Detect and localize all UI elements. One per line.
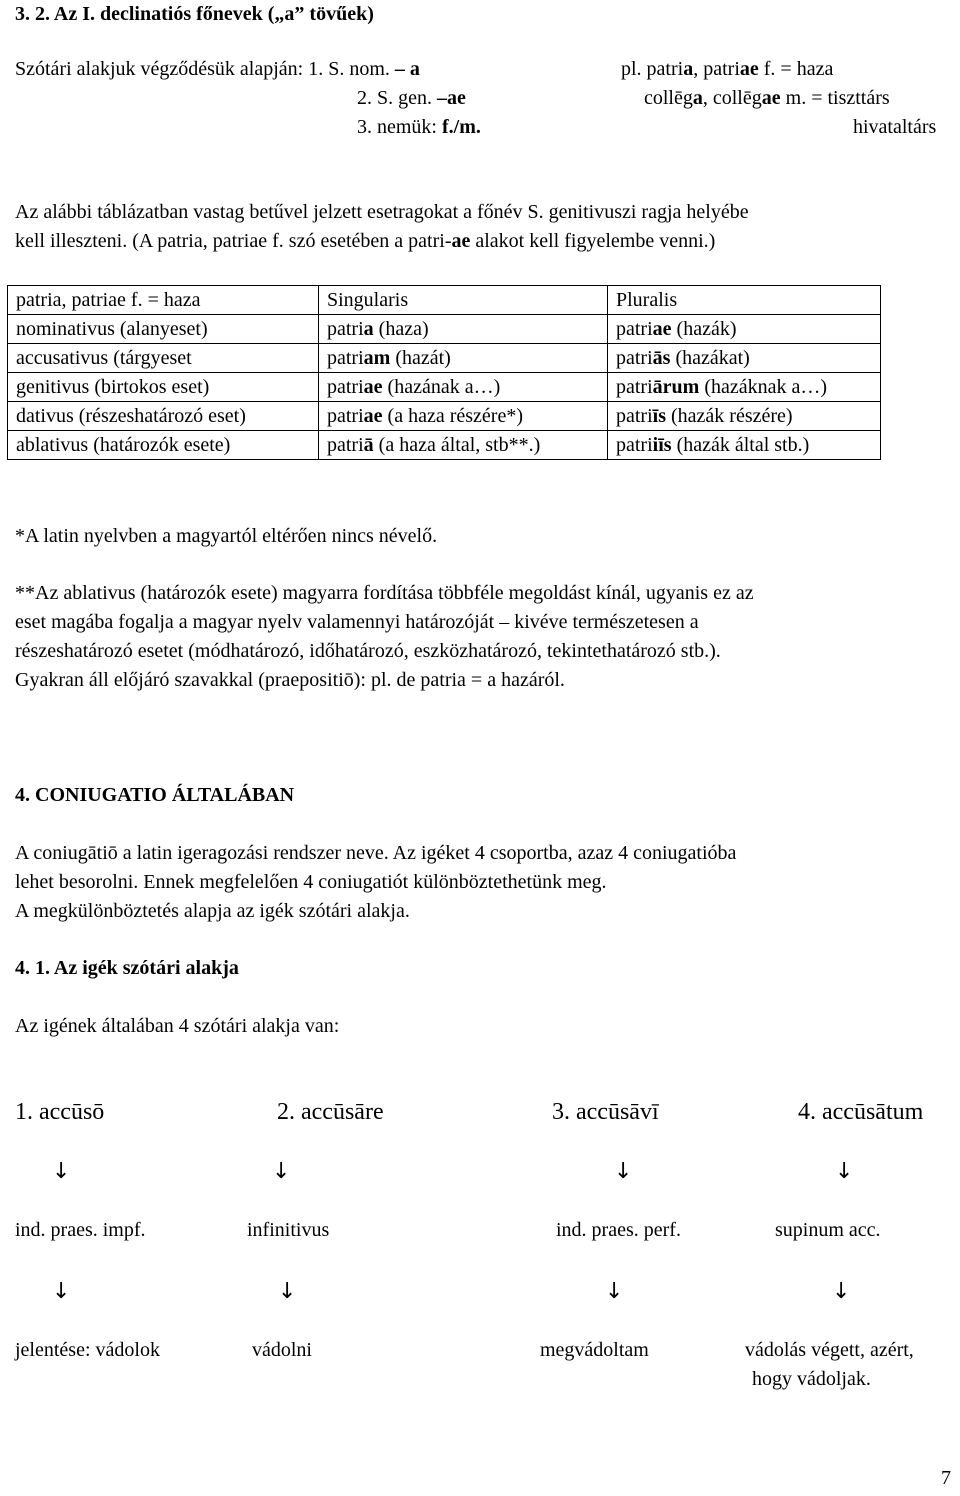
declension-table <box>7 285 881 460</box>
case-cell: genitivus (birtokos eset) <box>8 373 319 402</box>
page-number: 7 <box>941 1467 951 1489</box>
example-patria: pl. patria, patriae f. = haza <box>621 58 834 80</box>
section41-title: 4. 1. Az igék szótári alakja <box>15 957 239 979</box>
singular-cell: patria (haza) <box>319 315 608 344</box>
grammar-label-3: ind. praes. perf. <box>556 1219 681 1241</box>
plural-cell: patriīs (hazák részére) <box>608 402 881 431</box>
singular-cell: patriā (a haza által, stb**.) <box>319 431 608 460</box>
arrow-down-icon: ↓ <box>52 1279 71 1304</box>
table-row <box>8 315 881 344</box>
grammar-label-4: supinum acc. <box>775 1219 881 1241</box>
table-header-cell: Singularis <box>319 286 608 315</box>
meaning-2: vádolni <box>252 1339 312 1361</box>
grammar-label-1: ind. praes. impf. <box>15 1219 146 1241</box>
table-row <box>8 373 881 402</box>
section4-title: 4. CONIUGATIO ÁLTALÁBAN <box>15 784 295 806</box>
section4-paragraph-line3: A megkülönböztetés alapja az igék szótári alakja. <box>15 900 410 922</box>
arrow-down-icon: ↓ <box>832 1279 851 1304</box>
footnote-ablativus-line1: **Az ablativus (határozók esete) magyarra fordítása többféle megoldást kínál, ugyanis ez az <box>15 582 754 604</box>
arrow-down-icon: ↓ <box>278 1279 297 1304</box>
plural-cell: patriiīs (hazák által stb.) <box>608 431 881 460</box>
meaning-1: jelentése: vádolok <box>15 1339 160 1361</box>
example-hivataltars: hivataltárs <box>853 116 937 138</box>
dict-form-line2: 2. S. gen. –ae <box>357 87 466 109</box>
plural-cell: patriārum (hazáknak a…) <box>608 373 881 402</box>
table-row <box>8 431 881 460</box>
verb-form-2: 2. accūsāre <box>277 1099 384 1125</box>
arrow-down-icon: ↓ <box>614 1159 633 1184</box>
singular-cell: patriae (a haza részére*) <box>319 402 608 431</box>
plural-cell: patriae (hazák) <box>608 315 881 344</box>
table-header-cell: patria, patriae f. = haza <box>8 286 319 315</box>
arrow-down-icon: ↓ <box>52 1159 71 1184</box>
case-cell: dativus (részeshatározó eset) <box>8 402 319 431</box>
table-row <box>8 344 881 373</box>
plural-cell: patriās (hazákat) <box>608 344 881 373</box>
arrow-down-icon: ↓ <box>835 1159 854 1184</box>
verb-form-1: 1. accūsō <box>15 1099 105 1125</box>
table-header-row <box>8 286 881 315</box>
dict-form-line3: 3. nemük: f./m. <box>357 116 481 138</box>
case-cell: ablativus (határozók esete) <box>8 431 319 460</box>
meaning-4-line2: hogy vádoljak. <box>752 1368 871 1390</box>
section41-intro: Az igének általában 4 szótári alakja van: <box>15 1015 340 1037</box>
meaning-3: megvádoltam <box>540 1339 649 1361</box>
section4-paragraph-line2: lehet besorolni. Ennek megfelelően 4 coniugatiót különböztethetünk meg. <box>15 871 607 893</box>
case-cell: nominativus (alanyeset) <box>8 315 319 344</box>
verb-form-4: 4. accūsātum <box>798 1099 924 1125</box>
table-row <box>8 402 881 431</box>
footnote-article: *A latin nyelvben a magyartól eltérően nincs névelő. <box>15 525 438 547</box>
section-heading: 3. 2. Az I. declinatiós főnevek („a” tövűek) <box>15 3 374 25</box>
meaning-4-line1: vádolás végett, azért, <box>745 1339 914 1361</box>
arrow-down-icon: ↓ <box>272 1159 291 1184</box>
verb-form-3: 3. accūsāvī <box>552 1099 659 1125</box>
instruction-line1: Az alábbi táblázatban vastag betűvel jelzett esetragokat a főnév S. genitivuszi ragja helyébe <box>15 201 749 223</box>
singular-cell: patriae (hazának a…) <box>319 373 608 402</box>
table-header-cell: Pluralis <box>608 286 881 315</box>
singular-cell: patriam (hazát) <box>319 344 608 373</box>
grammar-label-2: infinitivus <box>247 1219 330 1241</box>
dict-form-line1: Szótári alakjuk végződésük alapján: 1. S. nom. – a <box>15 58 420 80</box>
footnote-ablativus-line2: eset magába fogalja a magyar nyelv valamennyi határozóját – kivéve természetesen a <box>15 611 699 633</box>
section4-paragraph-line1: A coniugātiō a latin igeragozási rendszer neve. Az igéket 4 csoportba, azaz 4 coniugatióba <box>15 842 737 864</box>
case-cell: accusativus (tárgyeset <box>8 344 319 373</box>
footnote-ablativus-line4: Gyakran áll előjáró szavakkal (praepositiō): pl. de patria = a hazáról. <box>15 669 565 691</box>
example-collega: collēga, collēgae m. = tiszttárs <box>644 87 890 109</box>
footnote-ablativus-line3: részeshatározó esetet (módhatározó, időhatározó, eszközhatározó, tekintethatározó stb.). <box>15 640 721 662</box>
instruction-line2: kell illeszteni. (A patria, patriae f. szó esetében a patri-ae alakot kell figyelembe venni.) <box>15 230 716 252</box>
arrow-down-icon: ↓ <box>605 1279 624 1304</box>
